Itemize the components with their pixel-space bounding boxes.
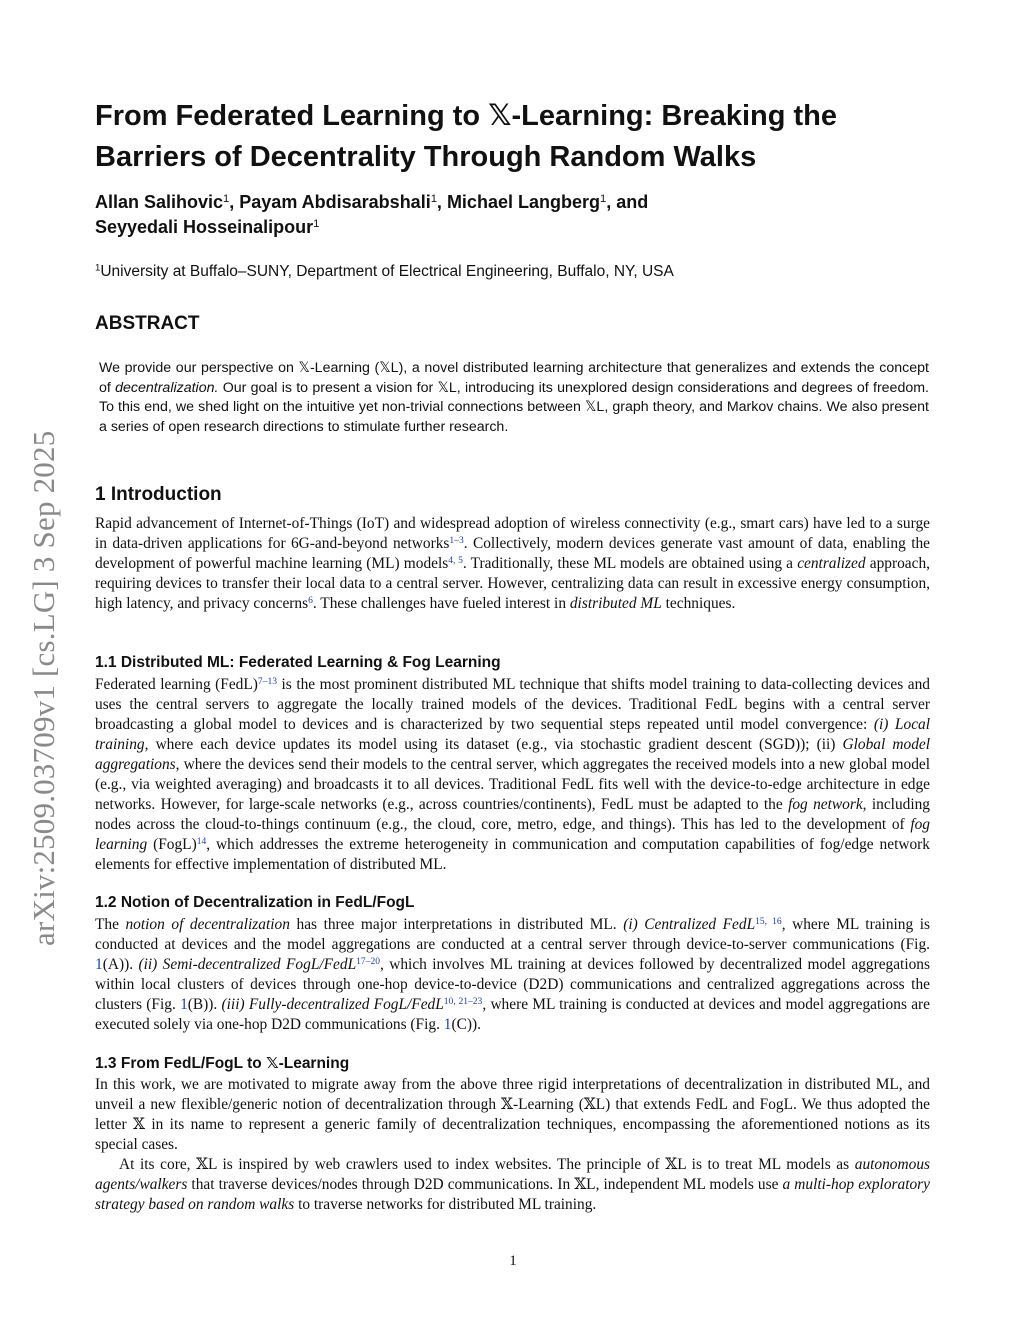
text-run: Rapid advancement of Internet-of-Things (IoT) and widespread adoption of wireless connectivity (e.g., smart cars) have led to a surge in data-driven applications for 6G-and-beyond networks <box>95 515 930 552</box>
text-run: , where ML training is conducted at devices and model aggregations are executed solely via one-hop D2D communications (Fig. <box>95 996 930 1033</box>
citation-link[interactable]: 17–20 <box>356 955 380 967</box>
affiliation-mark: 1 <box>599 192 607 205</box>
author-separator: , <box>436 192 447 212</box>
citation-link[interactable]: 4, 5 <box>448 554 463 566</box>
emphasis: Global model aggregations <box>95 736 930 773</box>
emphasis: notion of decentralization <box>125 916 290 933</box>
affiliation-mark: 1 <box>223 192 230 205</box>
emphasis: centralized <box>797 555 866 572</box>
x-learning-paragraph-1: In this work, we are motivated to migrate away from the above three rigid interpretations of decentralization in distributed ML, and unveil a new flexible/generic notion of decentralization through 𝕏-Learning (𝕏L) that extends FedL and FogL. We thus adopted the letter 𝕏 in its name to represent a generic family of decentralization techniques, encompassing the aforementioned notions as its special cases. <box>95 1076 930 1153</box>
author-list <box>95 190 930 240</box>
text-run: , where each device updates its model using its dataset (e.g., via stochastic gradient descent (SGD)); (ii) <box>144 736 843 753</box>
text-run: techniques. <box>661 595 736 612</box>
abstract-emphasis: decentralization. <box>115 379 219 396</box>
author-name: Payam Abdisarabshali <box>239 192 431 212</box>
abstract-text-part: We provide our perspective on 𝕏-Learning (𝕏L), a novel distributed learning architecture that generalizes and extends the concept of <box>99 360 929 396</box>
text-run: , where the devices send their models to the central server, which aggregates the received models into a new global model (e.g., via weighted averaging) and broadcasts it to all devices. Traditional FedL fits well with the device-to-edge architecture in edge networks. However, for large-scale networks (e.g., across countries/continents), FedL must be adapted to the <box>95 756 930 813</box>
citation-link[interactable]: 15, 16 <box>755 915 782 927</box>
author-name: Seyyedali Hosseinalipour <box>95 217 314 237</box>
text-run: (C)). <box>451 1016 481 1033</box>
citation-link[interactable]: 14 <box>196 835 207 847</box>
emphasis: a multi-hop exploratory strategy based on random walks <box>95 1176 930 1213</box>
text-run: approach, requiring devices to transfer their local data to a central server. However, centralizing data can result in excessive energy consumption, high latency, and privacy concerns <box>95 555 930 612</box>
text-run: is the most prominent distributed ML technique that shifts model training to data-collecting devices and uses the central servers to aggregate the locally trained models of the devices. Traditional FedL begins with a central server broadcasting a global model to devices and is characterized by two sequential steps repeated until model convergence: <box>95 676 930 733</box>
text-run: . These challenges have fueled interest in <box>312 595 570 612</box>
subsection-heading-x-learning: 1.3 From FedL/FogL to 𝕏-Learning <box>95 1055 350 1072</box>
distributed-ml-paragraph <box>95 675 930 875</box>
decentralization-paragraph <box>95 915 930 1035</box>
affiliation <box>95 261 930 283</box>
subsection-heading-decentralization: 1.2 Notion of Decentralization in FedL/FogL <box>95 894 415 911</box>
emphasis: fog learning <box>95 816 930 853</box>
abstract-text-part: Our goal is to present a vision for 𝕏L, introducing its unexplored design considerations and degrees of freedom. To this end, we shed light on the intuitive yet non-trivial connections between 𝕏L, graph theory, and Markov chains. We also present a series of open research directions to stimulate further research. <box>99 379 929 435</box>
emphasis: (iii) Fully-decentralized FogL/FedL <box>221 996 444 1013</box>
figure-link[interactable]: 1 <box>95 956 103 973</box>
page-number: 1 <box>509 1253 517 1269</box>
emphasis: (i) Local training <box>95 716 930 753</box>
author-separator: , and <box>606 192 649 212</box>
text-run: At its core, 𝕏L is inspired by web crawlers used to index websites. The principle of 𝕏L is to treat ML models as <box>119 1156 855 1173</box>
affiliation-mark: 1 <box>313 217 320 230</box>
emphasis: distributed ML <box>569 595 662 612</box>
emphasis: (i) Centralized FedL <box>623 916 756 933</box>
introduction-paragraph <box>95 514 930 614</box>
figure-link[interactable]: 1 <box>180 996 188 1013</box>
text-run: (B)). <box>187 996 222 1013</box>
text-run: has three major interpretations in distributed ML. <box>289 916 624 933</box>
author-name: Allan Salihovic <box>95 192 224 212</box>
text-run: , which involves ML training at devices followed by decentralized model aggregations within local clusters of devices through one-hop device-to-device (D2D) communications and centralized aggregations across the clusters (Fig. <box>95 956 930 1013</box>
paper-title: From Federated Learning to 𝕏-Learning: Breaking the Barriers of Decentrality Through Random Walks <box>95 100 838 173</box>
emphasis: autonomous agents/walkers <box>95 1156 930 1193</box>
citation-link[interactable]: 6 <box>308 594 313 606</box>
citation-link[interactable]: 7–13 <box>257 675 277 687</box>
text-run: (FogL) <box>147 836 197 853</box>
text-run: that traverse devices/nodes through D2D communications. In 𝕏L, independent ML models use <box>187 1176 783 1193</box>
text-run: , where ML training is conducted at devices and the model aggregations are conducted at a central server through device-to-server communications (Fig. <box>95 916 931 953</box>
section-heading-introduction: 1 Introduction <box>95 484 222 505</box>
text-run: The <box>95 916 126 933</box>
author-separator: , <box>229 192 240 212</box>
emphasis: fog network <box>788 796 863 813</box>
text-run: (A)). <box>102 956 139 973</box>
text-run: , including nodes across the cloud-to-things continuum (e.g., the cloud, core, metro, edge, and things). This has led to the development of <box>95 796 930 833</box>
emphasis: (ii) Semi-decentralized FogL/FedL <box>138 956 357 973</box>
arxiv-identifier-stamp: arXiv:2509.03709v1 [cs.LG] 3 Sep 2025 <box>26 430 61 946</box>
text-run: Federated learning (FedL) <box>95 676 258 693</box>
affiliation-mark: 1 <box>95 262 101 274</box>
citation-link[interactable]: 10, 21–23 <box>443 995 483 1007</box>
text-run: to traverse networks for distributed ML training. <box>294 1196 597 1213</box>
x-learning-paragraph-2 <box>95 1155 930 1215</box>
author-name: Michael Langberg <box>446 192 600 212</box>
subsection-heading-distributed-ml: 1.1 Distributed ML: Federated Learning & Fog Learning <box>95 654 501 671</box>
text-run: . Traditionally, these ML models are obtained using a <box>462 555 798 572</box>
affiliation-mark: 1 <box>430 192 437 205</box>
figure-link[interactable]: 1 <box>443 1016 452 1033</box>
text-run: . Collectively, modern devices generate vast amount of data, enabling the development of powerful machine learning (ML) models <box>95 535 930 572</box>
text-run: , which addresses the extreme heterogeneity in communication and computation capabilities of fog/edge network elements for effective implementation of distributed ML. <box>95 836 930 873</box>
abstract-text <box>99 359 929 437</box>
affiliation-text: University at Buffalo–SUNY, Department of Electrical Engineering, Buffalo, NY, USA <box>100 263 674 280</box>
abstract-heading: ABSTRACT <box>95 313 200 334</box>
citation-link[interactable]: 1–3 <box>449 534 464 546</box>
